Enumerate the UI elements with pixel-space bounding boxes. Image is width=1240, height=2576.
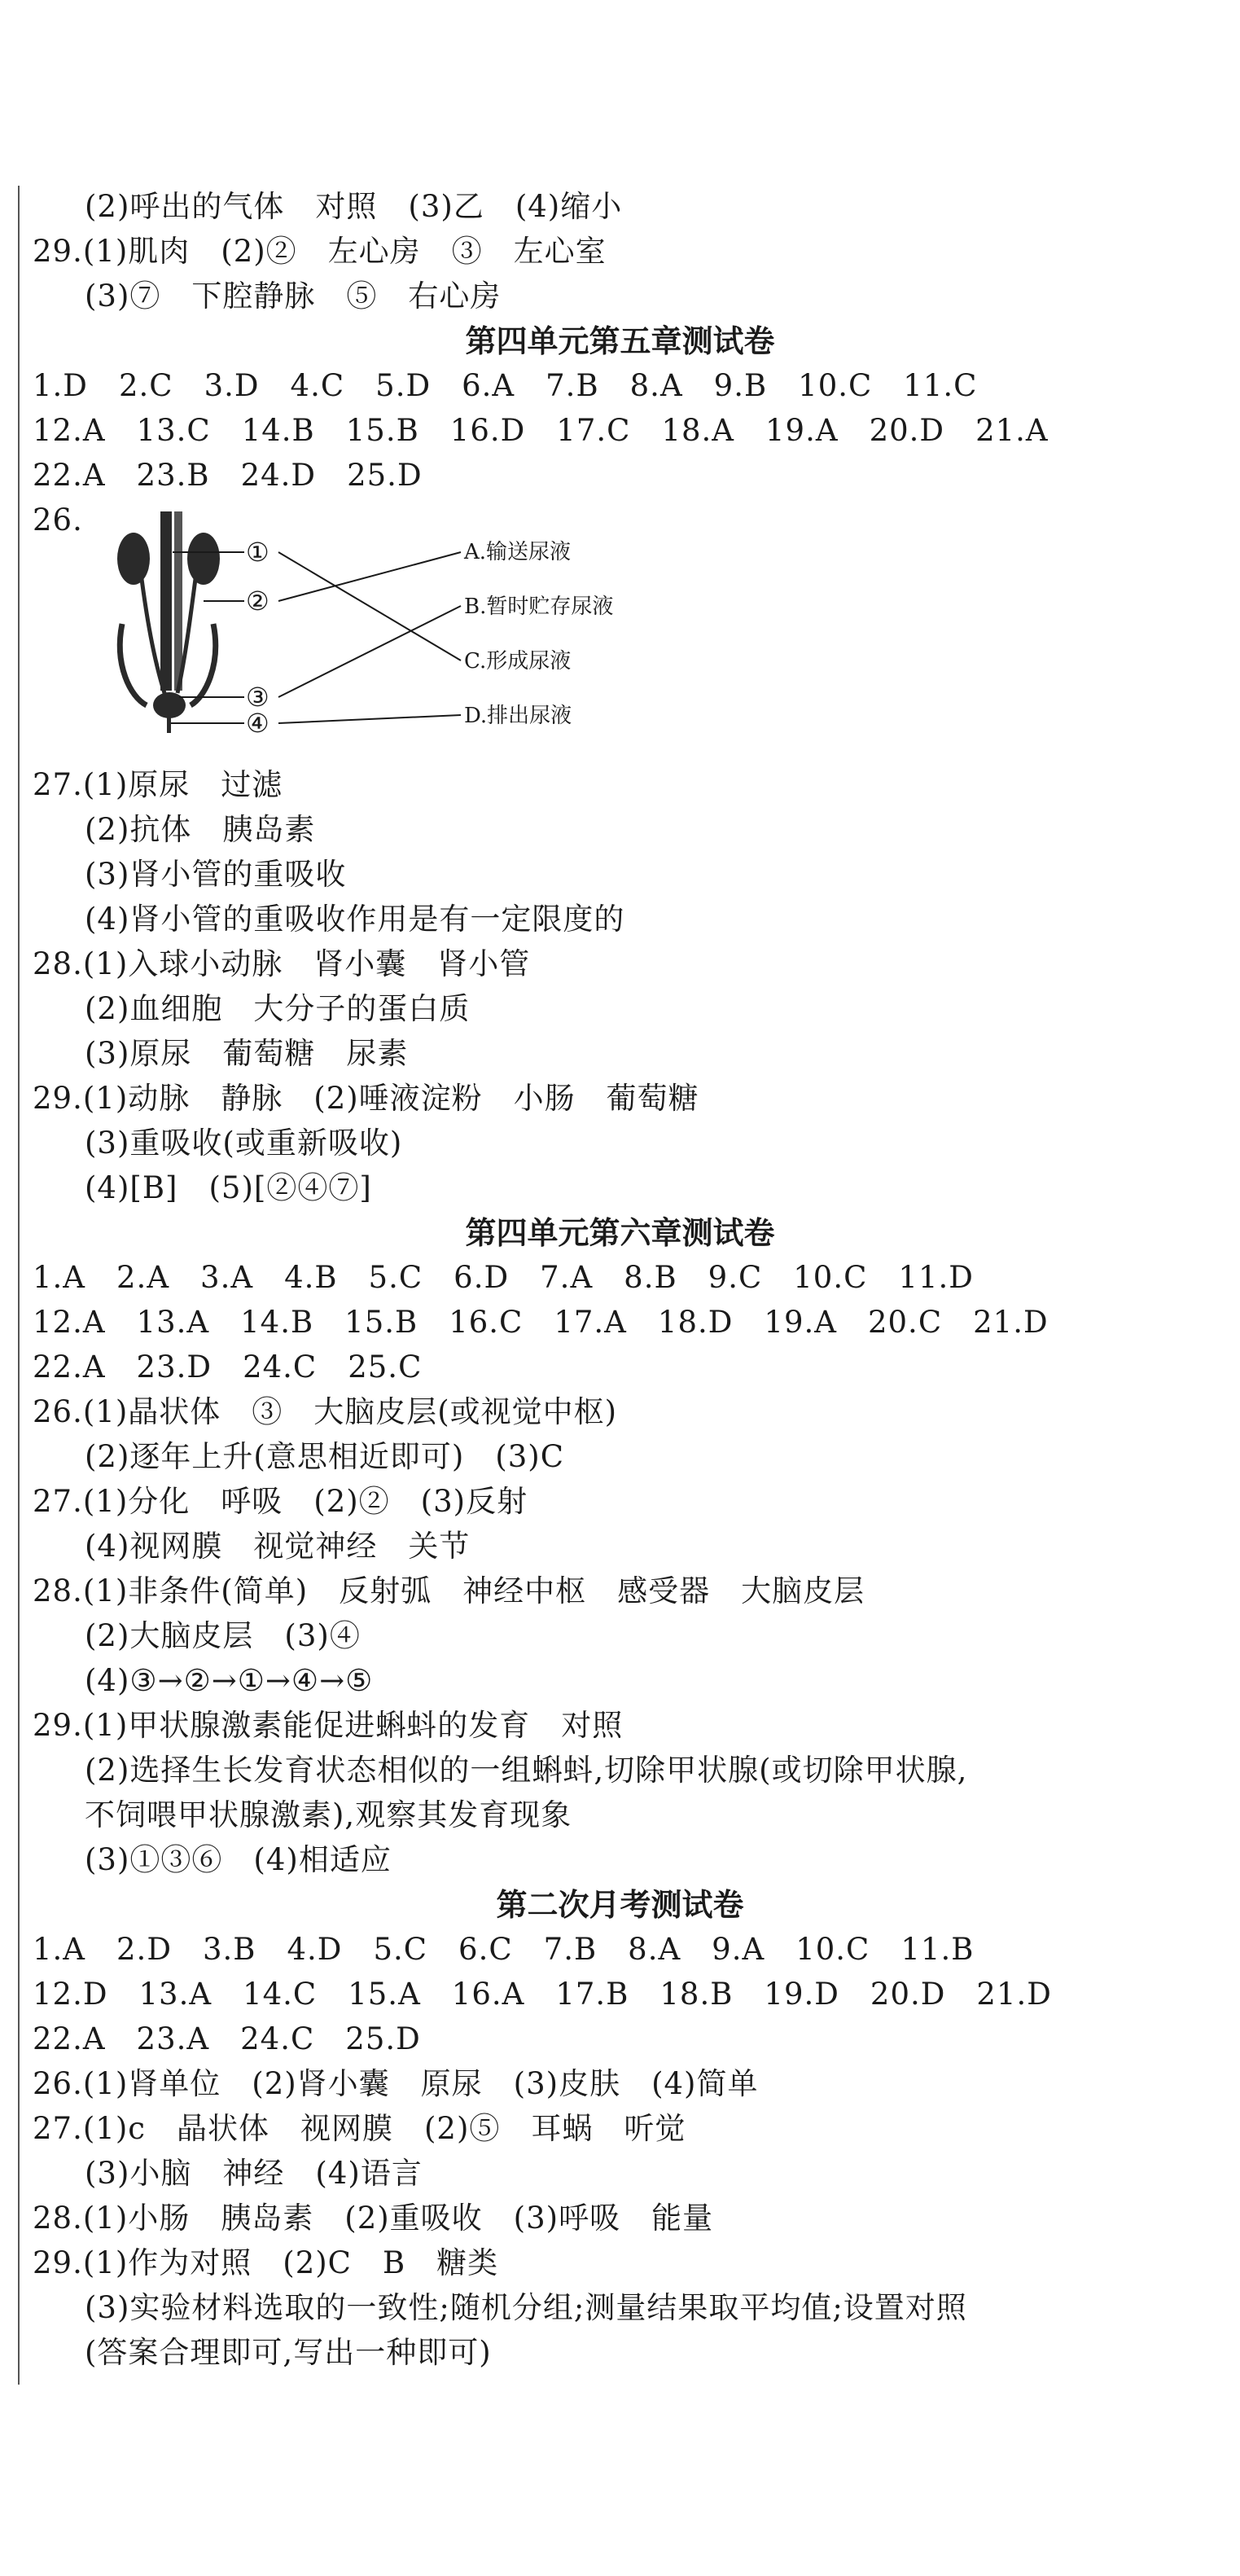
urinary-system-matching-diagram	[90, 502, 700, 738]
match-line-4-d	[278, 715, 461, 723]
choice-answers: 12.A 13.C 14.B 15.B 16.D 17.C 18.A 19.A 20.D 21.A	[33, 413, 1049, 448]
answer-line: 29.(1)动脉 静脉 (2)唾液淀粉 小肠 葡萄糖	[33, 1081, 699, 1116]
margin-rule	[18, 186, 20, 2385]
choice-answers: 12.D 13.A 14.C 15.A 16.A 17.B 18.B 19.D 20.D 21.D	[33, 1977, 1052, 2012]
section-title: 第四单元第五章测试卷	[465, 323, 775, 359]
answer-line: 29.(1)肌肉 (2)② 左心房 ③ 左心室	[33, 234, 607, 269]
answer-line: (2)逐年上升(意思相近即可) (3)C	[85, 1439, 565, 1474]
answer-line: 28.(1)入球小动脉 肾小囊 肾小管	[33, 946, 531, 981]
answer-line: 27.(1)c 晶状体 视网膜 (2)⑤ 耳蜗 听觉	[33, 2111, 686, 2146]
answer-line: 26.(1)晶状体 ③ 大脑皮层(或视觉中枢)	[33, 1394, 618, 1429]
answer-line: (3)重吸收(或重新吸收)	[85, 1126, 403, 1161]
answer-line: (4)[B] (5)[②④⑦]	[85, 1170, 372, 1205]
answer-line: (3)肾小管的重吸收	[85, 857, 347, 892]
answer-line: (3)实验材料选取的一致性;随机分组;测量结果取平均值;设置对照	[85, 2290, 967, 2325]
choice-answers: 12.A 13.A 14.B 15.B 16.C 17.A 18.D 19.A 20.C 21.D	[33, 1305, 1049, 1340]
match-line-2-a	[278, 552, 461, 601]
answer-line: 28.(1)小肠 胰岛素 (2)重吸收 (3)呼吸 能量	[33, 2201, 714, 2236]
choice-answers: 22.A 23.D 24.C 25.C	[33, 1349, 423, 1385]
answer-line: 28.(1)非条件(简单) 反射弧 神经中枢 感受器 大脑皮层	[33, 1573, 865, 1608]
choice-answers: 1.A 2.A 3.A 4.B 5.C 6.D 7.A 8.B 9.C 10.C 11.D	[33, 1260, 974, 1295]
choice-answers: 22.A 23.B 24.D 25.D	[33, 458, 423, 493]
answer-line: (2)大脑皮层 (3)④	[85, 1618, 361, 1653]
answer-line: (3)小脑 神经 (4)语言	[85, 2156, 423, 2191]
answer-line: (3)原尿 葡萄糖 尿素	[85, 1036, 409, 1071]
diagram-marker-2: ②	[246, 586, 269, 617]
choice-answers: 1.D 2.C 3.D 4.C 5.D 6.A 7.B 8.A 9.B 10.C 11.C	[33, 368, 978, 403]
answer-line: (4)肾小管的重吸收作用是有一定限度的	[85, 902, 625, 937]
answer-line: (2)血细胞 大分子的蛋白质	[85, 991, 471, 1026]
answer-line: 26.(1)肾单位 (2)肾小囊 原尿 (3)皮肤 (4)简单	[33, 2066, 759, 2101]
function-label-a: A.输送尿液	[464, 540, 572, 564]
question-number: 26.	[33, 502, 83, 538]
diagram-marker-1: ①	[246, 537, 269, 568]
diagram-marker-3: ③	[246, 682, 269, 713]
function-label-c: C.形成尿液	[464, 649, 572, 674]
match-line-1-c	[278, 552, 461, 660]
function-label-b: B.暂时贮存尿液	[464, 595, 614, 619]
choice-answers: 22.A 23.A 24.C 25.D	[33, 2021, 421, 2056]
answer-line: (4)③→②→①→④→⑤	[85, 1663, 374, 1698]
answer-line: (答案合理即可,写出一种即可)	[85, 2335, 492, 2370]
answer-line: (3)⑦ 下腔静脉 ⑤ 右心房	[85, 279, 502, 314]
function-label-d: D.排出尿液	[464, 704, 572, 728]
answer-line: 29.(1)作为对照 (2)C B 糖类	[33, 2245, 499, 2280]
section-title: 第二次月考测试卷	[496, 1887, 744, 1923]
answer-line: 不饲喂甲状腺激素),观察其发育现象	[85, 1797, 572, 1832]
answer-line: (2)抗体 胰岛素	[85, 812, 316, 847]
match-line-3-b	[278, 606, 461, 697]
diagram-marker-4: ④	[246, 708, 269, 738]
section-title: 第四单元第六章测试卷	[465, 1215, 775, 1251]
answer-line: 27.(1)分化 呼吸 (2)② (3)反射	[33, 1484, 528, 1519]
answer-line: 29.(1)甲状腺激素能促进蝌蚪的发育 对照	[33, 1708, 624, 1743]
answer-line: (2)呼出的气体 对照 (3)乙 (4)缩小	[85, 189, 623, 224]
answer-line: (4)视网膜 视觉神经 关节	[85, 1529, 471, 1564]
answer-line: (3)①③⑥ (4)相适应	[85, 1842, 392, 1877]
choice-answers: 1.A 2.D 3.B 4.D 5.C 6.C 7.B 8.A 9.A 10.C 11.B	[33, 1932, 975, 1967]
answer-line: 27.(1)原尿 过滤	[33, 767, 283, 802]
answer-line: (2)选择生长发育状态相似的一组蝌蚪,切除甲状腺(或切除甲状腺,	[85, 1753, 968, 1788]
urinary-system-illustration	[117, 511, 220, 733]
